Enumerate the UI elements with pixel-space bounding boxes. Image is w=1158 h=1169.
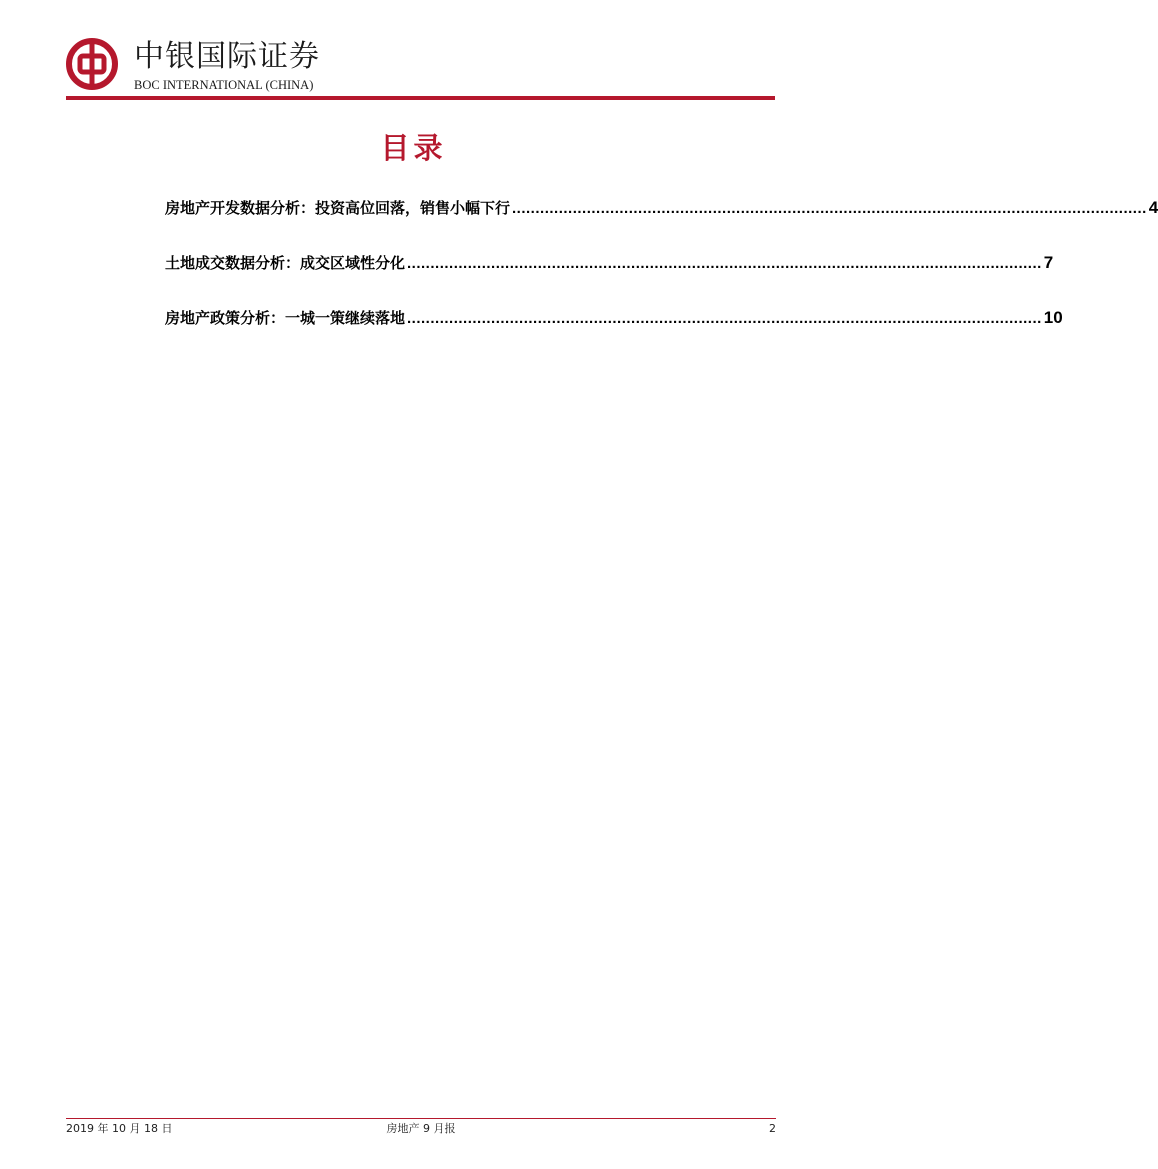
footer-date: 2019 年 10 月 18 日 bbox=[66, 1122, 173, 1135]
toc-leader-dots: ........................................................................................................................................ bbox=[512, 200, 1147, 217]
toc-entry-label: 房地产开发数据分析：投资高位回落，销售小幅下行 bbox=[165, 199, 511, 217]
toc-title: 目录 bbox=[380, 131, 447, 165]
toc-entry-label: 房地产政策分析：一城一策继续落地 bbox=[165, 309, 406, 327]
footer-page-number: 2 bbox=[769, 1122, 776, 1135]
brand-name-chinese: 中银国际证券 bbox=[134, 39, 320, 74]
footer-divider bbox=[66, 1118, 776, 1119]
toc-entry-label: 土地成交数据分析：成交区域性分化 bbox=[165, 254, 406, 272]
toc-entry-page: 7 bbox=[1043, 253, 1054, 272]
page-header bbox=[66, 38, 776, 102]
toc-entry-page: 10 bbox=[1043, 308, 1063, 327]
toc-entry[interactable] bbox=[165, 196, 1158, 219]
toc-leader-dots: ........................................................................................................................................ bbox=[407, 310, 1042, 327]
toc-entry[interactable] bbox=[165, 251, 1054, 274]
boc-logo-icon bbox=[66, 38, 118, 90]
header-divider bbox=[66, 96, 775, 100]
toc-leader-dots: ........................................................................................................................................ bbox=[407, 255, 1042, 272]
toc-entry[interactable] bbox=[165, 306, 1063, 329]
footer-report-title: 房地产 9 月报 bbox=[386, 1122, 456, 1135]
brand-name-english: BOC INTERNATIONAL (CHINA) bbox=[134, 78, 314, 92]
page-footer bbox=[66, 1121, 776, 1137]
table-of-contents bbox=[165, 196, 1158, 361]
toc-entry-page: 4 bbox=[1148, 198, 1158, 217]
